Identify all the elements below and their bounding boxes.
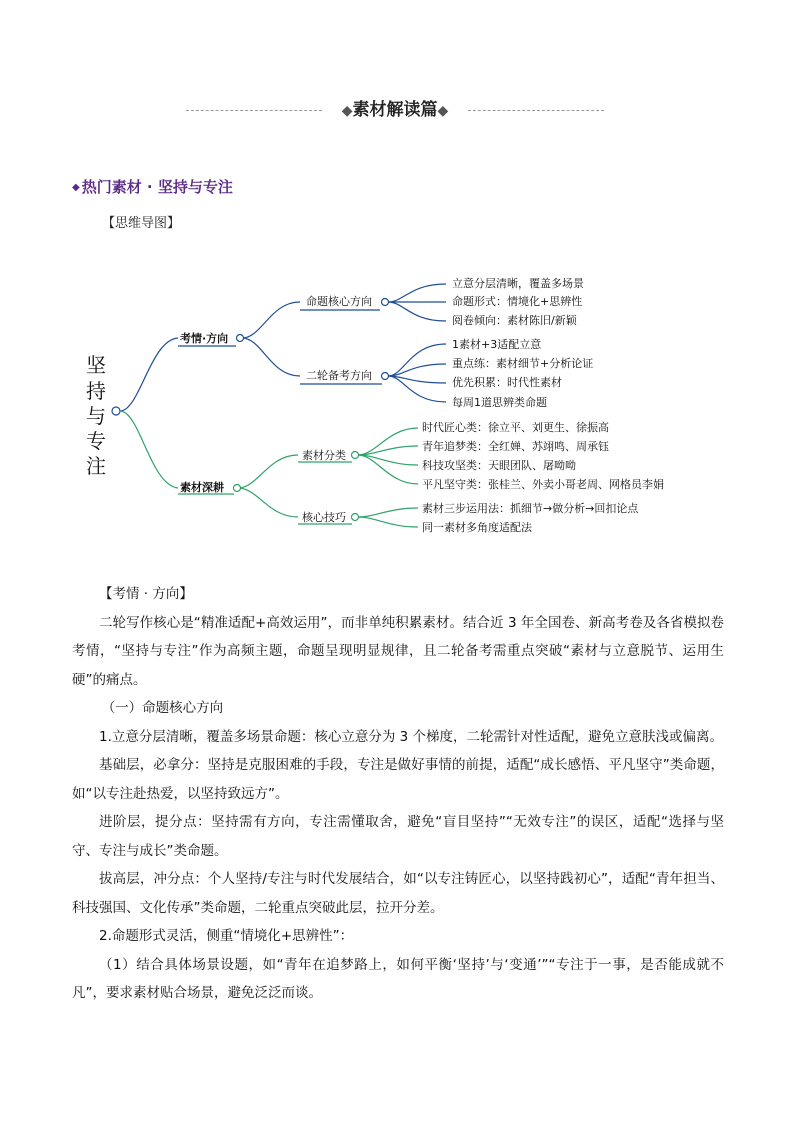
branch2-label: 素材深耕 [180,481,224,494]
branch2-node-dot [234,485,241,492]
branch2-sub1-label: 素材分类 [302,449,346,462]
diamond-icon: ◆ [437,103,449,119]
mindmap-leaf: 优先积累：时代性素材 [452,376,562,389]
paragraph: 基础层，必拿分：坚持是克服困难的手段，专注是做好事情的前提，适配“成长感悟、平凡坚守”类命题，如“以专注赴热爱，以坚持致远方”。 [72,757,724,802]
mindmap-leaf: 科技攻坚类：天眼团队、屠呦呦 [422,459,576,472]
section-title-text: 热门素材 · 坚持与专注 [81,178,233,196]
diamond-icon: ◆ [341,103,353,119]
root-char: 与 [86,404,106,428]
mindmap-leaf: 素材三步运用法：抓细节→做分析→回扣论点 [422,502,639,515]
root-node-dot [112,407,120,415]
paragraph: 2.命题形式灵活，侧重“情境化+思辨性”： [99,928,354,944]
paragraph: （1）结合具体场景设题，如“青年在追梦路上，如何平衡‘坚持’与‘变通’”“专注于一事，是否能成就不凡”，要求素材贴合场景，避免泛泛而谈。 [72,956,724,1001]
subheading: （一）命题核心方向 [101,700,224,716]
paragraph: 二轮写作核心是“精准适配+高效运用”，而非单纯积累素材。结合近 3 年全国卷、新高考卷及各省模拟卷考情，“坚持与专注”作为高频主题，命题呈现明显规律，且二轮备考需重点突破“素材与立意脱节、运用生硬”的痛点。 [72,614,724,688]
mindmap-leaf: 立意分层清晰，覆盖多场景 [452,277,584,290]
mindmap-leaf: 同一素材多角度适配法 [422,521,532,534]
mindmap-leaf: 时代匠心类：徐立平、刘更生、徐振高 [422,421,609,434]
branch1-label: 考情·方向 [180,332,229,345]
branch2-sub1-dot [352,452,359,459]
diamond-bullet-icon: ◆ [72,182,80,193]
branch1-sub1-dot [382,299,389,306]
root-char: 注 [86,454,106,478]
mindmap-leaf: 命题形式：情境化+思辨性 [452,295,583,308]
root-char: 专 [86,429,106,453]
mindmap-leaf: 重点练：素材细节+分析论证 [452,357,594,370]
mindmap-label: 【思维导图】 [102,216,181,231]
mindmap-leaf: 平凡坚守类：张桂兰、外卖小哥老周、网格员李娟 [422,478,664,491]
article-body [72,580,724,1008]
banner-title-text: 素材解读篇 [352,100,438,120]
branch1-sub2-dot [382,373,389,380]
content-heading: 【考情 · 方向】 [99,586,193,602]
branch1-connectors [120,284,446,411]
paragraph: 拔高层，冲分点：个人坚持/专注与时代发展结合，如“以专注铸匠心，以坚持践初心”，适配“青年担当、科技强国、文化传承”类命题，二轮重点突破此层，拉开分差。 [72,871,724,916]
mindmap-leaf: 1素材+3适配立意 [452,338,542,351]
mindmap-leaf: 青年追梦类：全红婵、苏翊鸣、周承钰 [422,440,609,453]
paragraph: 1.立意分层清晰，覆盖多场景命题：核心立意分为 3 个梯度，二轮需针对性适配，避免立意肤浅或偏离。 [99,728,724,745]
root-char: 坚 [86,353,106,377]
branch1-sub1-label: 命题核心方向 [306,295,372,308]
paragraph: 进阶层，提分点：坚持需有方向，专注需懂取舍，避免“盲目坚持”“无效专注”的误区，适配“选择与坚守、专注与成长”类命题。 [72,814,724,859]
branch2-sub2-label: 核心技巧 [302,511,346,524]
branch2-sub2-dot [352,514,359,521]
mindmap-root [86,353,106,478]
root-char: 持 [86,379,106,403]
mindmap-leaf: 阅卷倾向：素材陈旧/新颖 [452,314,577,327]
branch1-node-dot [237,335,244,342]
branch1-sub2-label: 二轮备考方向 [306,369,372,382]
mindmap-diagram [0,0,794,560]
mindmap-leaf: 每周1道思辨类命题 [452,396,547,409]
branch2-connectors [120,411,418,527]
